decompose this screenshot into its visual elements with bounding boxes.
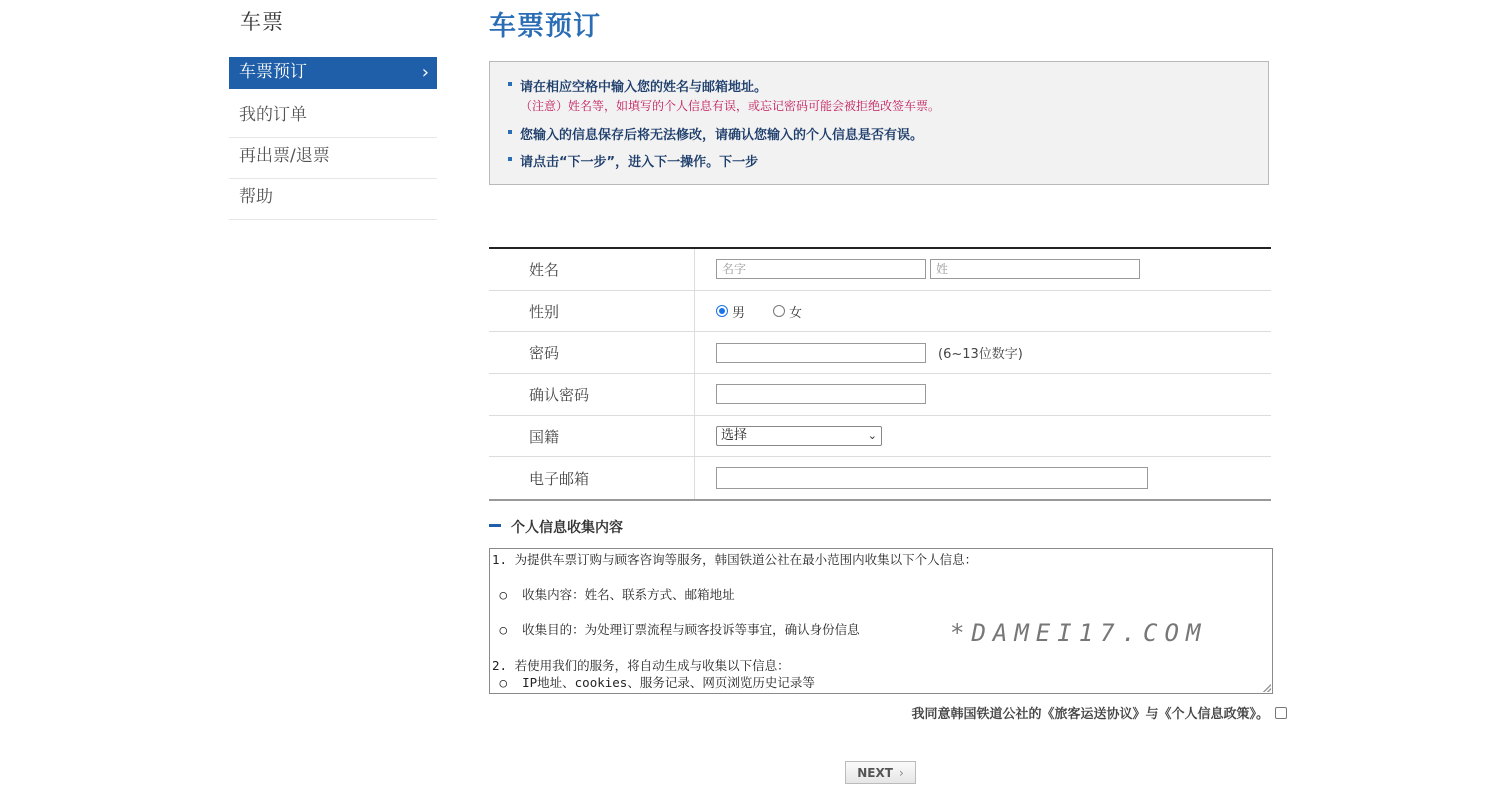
- resize-handle-icon[interactable]: [1263, 684, 1271, 692]
- agree-row: [911, 703, 1287, 722]
- sidebar-item-my-orders[interactable]: [229, 97, 437, 138]
- nationality-select[interactable]: [716, 426, 882, 446]
- gender-female-radio[interactable]: [773, 305, 785, 317]
- terms-line: ○ IP地址、cookies、服务记录、网页浏览历史记录等: [492, 675, 815, 691]
- next-button-label: NEXT: [857, 765, 893, 780]
- form-row-name: [489, 249, 1271, 291]
- terms-line: [492, 569, 1270, 587]
- notice-line-3: 请点击“下一步”，进入下一操作。下一步: [508, 151, 1268, 170]
- sidebar-item-ticket-booking[interactable]: [229, 57, 437, 89]
- form-row-nationality: [489, 416, 1271, 458]
- password-hint: (6~13位数字): [938, 347, 1023, 363]
- form-row-gender: [489, 291, 1271, 333]
- password-input[interactable]: [716, 343, 926, 363]
- booking-form: [489, 247, 1271, 501]
- chevron-down-icon: ⌄: [867, 429, 877, 443]
- sidebar-item-label: 再出票/退票: [239, 146, 330, 166]
- form-row-confirm-password: [489, 374, 1271, 416]
- gender-label: 性别: [489, 291, 695, 332]
- notice-warning: （注意）姓名等，如填写的个人信息有误，或忘记密码可能会被拒绝改签车票。: [520, 99, 941, 113]
- email-label: 电子邮箱: [489, 457, 695, 499]
- form-row-email: [489, 457, 1271, 499]
- nationality-label: 国籍: [489, 416, 695, 457]
- name-label: 姓名: [489, 249, 695, 290]
- sidebar-item-label: 我的订单: [239, 105, 307, 125]
- nationality-value: 选择: [721, 428, 748, 444]
- chevron-right-icon: ›: [421, 62, 429, 83]
- gender-male-label[interactable]: 男: [732, 305, 746, 321]
- sidebar-title: 车票: [240, 10, 284, 34]
- sidebar-item-help[interactable]: [229, 179, 437, 220]
- gender-female-label[interactable]: 女: [789, 305, 803, 321]
- sidebar-item-label: 车票预订: [239, 62, 307, 82]
- next-button[interactable]: [845, 761, 916, 784]
- gender-male-radio[interactable]: [716, 305, 728, 317]
- chevron-right-icon: ›: [898, 765, 904, 780]
- form-row-password: [489, 332, 1271, 374]
- sidebar-item-label: 帮助: [239, 187, 273, 207]
- last-name-input[interactable]: 姓: [930, 259, 1140, 279]
- first-name-input[interactable]: 名字: [716, 259, 926, 279]
- agree-text: 我同意韩国铁道公社的《旅客运送协议》与《个人信息政策》。: [911, 707, 1269, 722]
- sidebar-menu: [229, 57, 437, 220]
- email-input[interactable]: [716, 467, 1148, 489]
- notice-box: [489, 61, 1269, 185]
- confirm-password-label: 确认密码: [489, 374, 695, 415]
- privacy-section-title: 个人信息收集内容: [489, 517, 623, 537]
- terms-line: ○ 收集目的：为处理订票流程与顾客投诉等事宜，确认身份信息: [492, 622, 860, 638]
- confirm-password-input[interactable]: [716, 384, 926, 404]
- page-title: 车票预订: [489, 11, 601, 42]
- agree-checkbox[interactable]: [1275, 707, 1287, 719]
- watermark: *DAMEI17.COM: [950, 619, 1208, 647]
- notice-line-2: 您输入的信息保存后将无法修改，请确认您输入的个人信息是否有误。: [508, 124, 1268, 143]
- terms-line: ○ 收集内容：姓名、联系方式、邮箱地址: [492, 587, 735, 603]
- terms-line: 1. 为提供车票订购与顾客咨询等服务，韩国铁道公社在最小范围内收集以下个人信息：: [492, 552, 978, 567]
- notice-line-1: 请在相应空格中输入您的姓名与邮箱地址。: [508, 76, 1268, 95]
- sidebar-item-reissue-refund[interactable]: [229, 138, 437, 179]
- password-label: 密码: [489, 332, 695, 373]
- terms-line: 2. 若使用我们的服务，将自动生成与收集以下信息：: [492, 657, 790, 673]
